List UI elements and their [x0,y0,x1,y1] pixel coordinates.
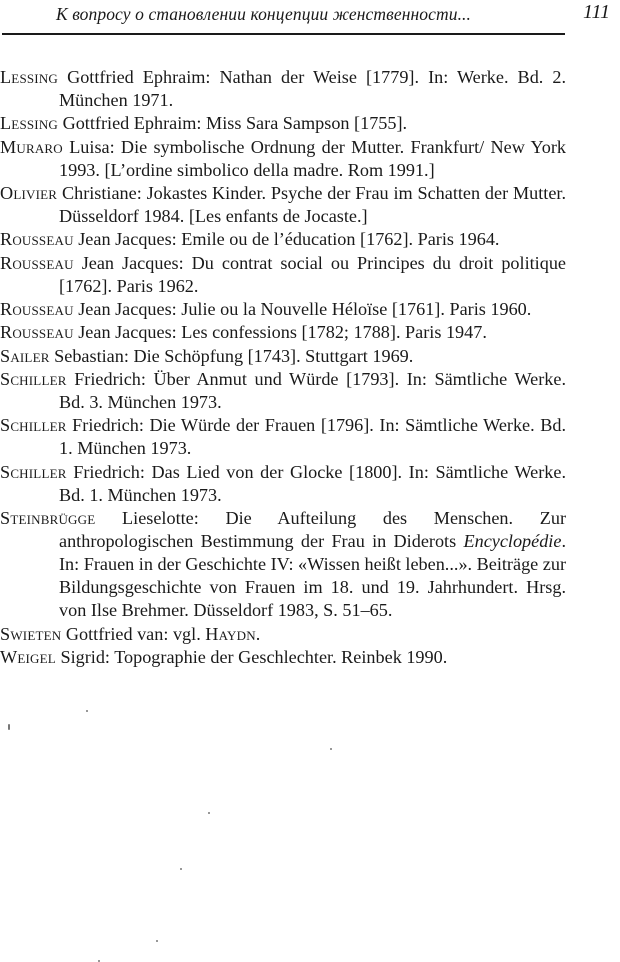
entry-author: Schiller [0,415,67,436]
entry-text: Jean Jacques: Emile ou de l’éducation [1762]. Paris 1964. [78,229,500,250]
bibliography-entry [0,646,566,669]
bibliography-entry [0,112,566,135]
entry-author: Lessing [0,67,59,87]
bibliography-entry [0,345,566,368]
entry-text: Lieselotte: Die Aufteilung des Menschen. Zur anthropologischen Bestimmung der Frau in Diderots [59,508,566,552]
entry-author: Steinbrügge [0,508,96,529]
entry-author: Rousseau [0,299,74,320]
entry-title-italic: Encyclopédie [463,531,562,552]
entry-author: Rousseau [0,229,74,250]
entry-author: Muraro [0,136,63,157]
bibliography-entry [0,228,566,251]
entry-text: Friedrich: Die Würde der Frauen [1796]. In: Sämtliche Werke. Bd. 1. München 1973. [59,415,567,459]
entry-text: Gottfried Ephraim: Miss Sara Sampson [1755]. [62,113,408,134]
scan-speck [86,710,88,712]
entry-author: Olivier [0,183,58,204]
entry-author: Schiller [0,368,67,389]
entry-author: Lessing [0,113,59,134]
bibliography-entry [0,368,566,414]
entry-text: Jean Jacques: Les confessions [1782; 1788]. Paris 1947. [78,322,487,343]
scan-speck [156,940,158,942]
entry-text: Jean Jacques: Julie ou la Nouvelle Héloïse [1761]. Paris 1960. [78,299,532,320]
entry-text: Gottfried van: vgl. [65,623,201,644]
scan-speck [8,724,10,730]
entry-text: Jean Jacques: Du contrat social ou Principes du droit politique [1762]. Paris 1962. [59,252,566,296]
entry-text: Gottfried Ephraim: Nathan der Weise [1779]. In: Werke. Bd. 2. München 1971. [59,67,567,111]
bibliography-entry [0,414,566,460]
entry-author: Rousseau [0,322,74,343]
entry-text-continued: . [255,623,261,644]
entry-author: Rousseau [0,252,74,273]
bibliography-entry [0,252,566,298]
running-title: К вопросу о становлении концепции женственности... [56,4,472,24]
entry-author: Swieten [0,623,62,644]
entry-text: Christiane: Jokastes Kinder. Psyche der Frau im Schatten der Mutter. Düsseldorf 1984. [Les enfants de Jocaste.] [59,183,567,227]
entry-author: Weigel [0,646,56,667]
entry-cross-reference: Haydn [205,623,256,644]
bibliography-entry [0,136,566,182]
entry-author: Schiller [0,461,67,482]
scan-speck [208,812,210,814]
bibliography-list [0,66,566,669]
entry-author: Sailer [0,345,50,366]
bibliography-entry [0,321,566,344]
entry-text: Sebastian: Die Schöpfung [1743]. Stuttgart 1969. [54,345,414,366]
entry-text: Sigrid: Topographie der Geschlechter. Reinbek 1990. [60,646,448,667]
bibliography-entry [0,623,566,646]
entry-text: Luisa: Die symbolische Ordnung der Mutter. Frankfurt/ New York 1993. [L’ordine simbolico della madre. Rom 1991.] [59,136,567,180]
scan-speck [330,748,332,750]
bibliography-entry [0,461,566,507]
bibliography-entry [0,298,566,321]
entry-text: Friedrich: Über Anmut und Würde [1793]. In: Sämtliche Werke. Bd. 3. München 1973. [59,368,566,412]
entry-text-continued: . In: Frauen in der Geschichte IV: «Wissen heißt leben...». Beiträge zur Bildungsgeschichte von Frauen im 18. und 19. Jahrhundert. Hrsg. von Ilse Brehmer. Düsseldorf 1983, S. 51–65. [59,531,567,621]
scan-speck [180,868,182,870]
running-header [0,0,620,40]
bibliography-entry [0,182,566,228]
entry-text: Friedrich: Das Lied von der Glocke [1800]. In: Sämtliche Werke. Bd. 1. München 1973. [59,461,566,505]
header-rule [2,33,565,35]
bibliography-entry [0,66,566,112]
page-number: 111 [582,1,610,23]
bibliography-entry [0,507,566,622]
